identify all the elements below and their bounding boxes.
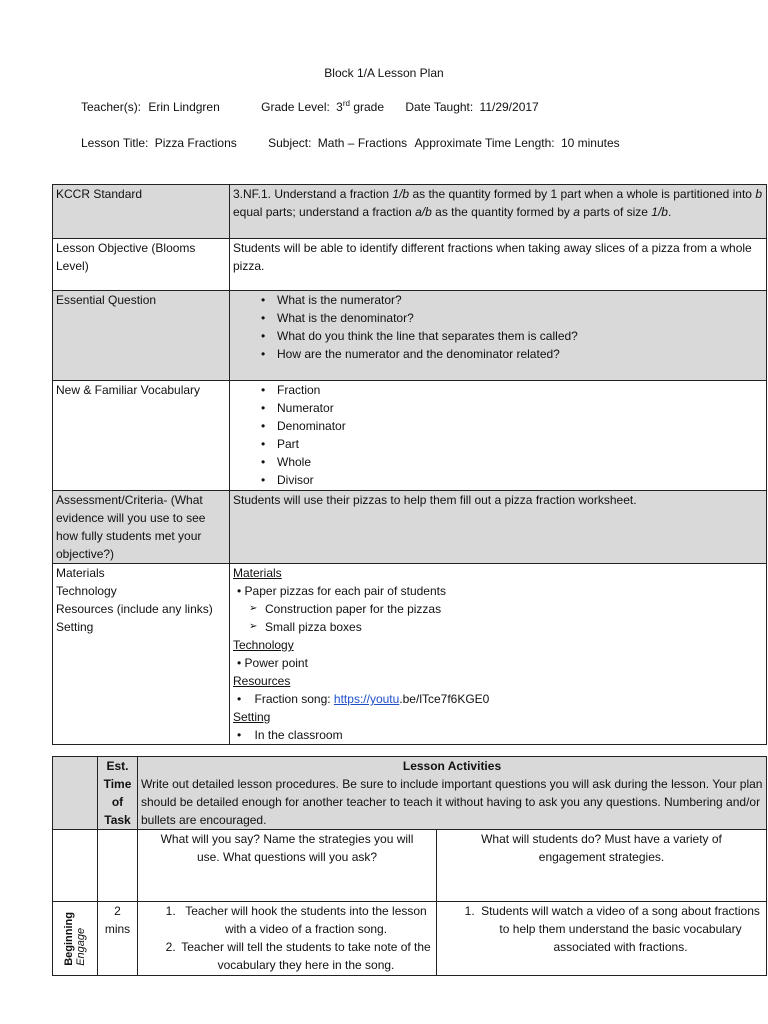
date-label: Date Taught: (405, 100, 474, 114)
document-title: Block 1/A Lesson Plan (324, 66, 444, 80)
row-essential-question (53, 291, 767, 381)
activities-title: Lesson Activities (402, 759, 502, 773)
resources-item: • Fraction song: https://youtu.be/lTce7f6KGE0 (237, 692, 490, 706)
setting-item: • In the classroom (237, 728, 343, 742)
kccr-label: KCCR Standard (53, 185, 230, 239)
teacher-name: Erin Lindgren (148, 100, 220, 114)
teacher-action: 2. Teacher will tell the students to take note of the vocabulary they here in the song. (179, 938, 433, 974)
assessment-label: Assessment/Criteria- (What evidence will you use to see how fully students met your objective?) (53, 491, 230, 564)
teacher-column-header: What will you say? Name the strategies you will use. What questions will you ask? (138, 830, 437, 902)
row-objective (53, 239, 767, 291)
fraction-song-link[interactable]: https://youtu (333, 692, 400, 706)
essential-item: • What do you think the line that separates them is called? (261, 327, 763, 345)
phase-header-cell (53, 757, 98, 830)
lesson-title-value: Pizza Fractions (154, 136, 237, 150)
activities-description (138, 757, 767, 830)
student-column-header: What will students do? Must have a variety of engagement strategies. (437, 830, 767, 902)
essential-item: • What is the denominator? (261, 309, 763, 327)
subject-value: Math – Fractions (317, 136, 408, 150)
essential-list-cell (230, 291, 767, 381)
time-label: Approximate Time Length: (414, 136, 555, 150)
subject-label: Subject: (268, 136, 312, 150)
activities-desc: Write out detailed lesson procedures. Be sure to include important questions you will ask during the lesson. Your plan should be detailed enough for another teacher to teach it without having to ask you any questions. Numbering and/or bullets are encouraged. (141, 777, 763, 827)
materials-subitem: ➢ Small pizza boxes (233, 618, 763, 636)
vocab-item: • Fraction (261, 381, 763, 399)
activities-columns-row (53, 830, 767, 902)
lesson-plan-table (52, 184, 767, 745)
resources-heading: Resources (233, 674, 291, 688)
essential-label: Essential Question (53, 291, 230, 381)
essential-item: • How are the numerator and the denominator related? (261, 345, 763, 363)
lesson-title-label: Lesson Title: (81, 136, 149, 150)
essential-item: • What is the numerator? (261, 291, 763, 309)
vocab-item: • Whole (261, 453, 763, 471)
vocab-label: New & Familiar Vocabulary (53, 381, 230, 491)
header-row-lesson (81, 136, 620, 150)
vocab-list-cell (230, 381, 767, 491)
activities-header-row (53, 757, 767, 830)
row-materials (53, 564, 767, 745)
vocab-item: • Numerator (261, 399, 763, 417)
time-value: 10 minutes (560, 136, 620, 150)
time-cell: 2 mins (98, 902, 138, 976)
materials-cell (230, 564, 767, 745)
grade-value: 3rd grade (336, 99, 385, 114)
vocab-item: • Denominator (261, 417, 763, 435)
setting-heading: Setting (233, 710, 271, 724)
objective-text: Students will be able to identify different fractions when taking away slices of a pizza from a whole pizza. (230, 239, 767, 291)
kccr-text: 3.NF.1. Understand a fraction 1/b as the quantity formed by 1 part when a whole is partitioned into b equal parts; understand a fraction a/b as the quantity formed by a parts of size 1/b. (230, 185, 767, 239)
teacher-label: Teacher(s): (81, 100, 142, 114)
teacher-action: 1. Teacher will hook the students into the lesson with a video of a fraction song. (179, 902, 433, 938)
row-assessment (53, 491, 767, 564)
vocab-item: • Part (261, 435, 763, 453)
row-vocabulary (53, 381, 767, 491)
phase-cell (53, 902, 98, 976)
student-action: 1. Students will watch a video of a song about fractions to help them understand the basic vocabulary associated with fractions. (478, 902, 763, 956)
objective-label: Lesson Objective (Blooms Level) (53, 239, 230, 291)
est-time-header: Est. Time of Task (98, 757, 138, 830)
teacher-actions-cell (138, 902, 437, 976)
materials-subitem: ➢ Construction paper for the pizzas (233, 600, 763, 618)
materials-item: • Paper pizzas for each pair of students (237, 584, 446, 598)
date-value: 11/29/2017 (479, 100, 539, 114)
grade-label: Grade Level: (261, 100, 330, 114)
materials-labels: Materials Technology Resources (include any links) Setting (53, 564, 230, 745)
header-row-teacher (81, 100, 539, 114)
technology-heading: Technology (233, 638, 294, 652)
activity-row-beginning (53, 902, 767, 976)
phase-label: Beginning Engage (63, 911, 87, 966)
assessment-text: Students will use their pizzas to help them fill out a pizza fraction worksheet. (230, 491, 767, 564)
technology-item: • Power point (237, 656, 308, 670)
vocab-item: • Divisor (261, 471, 763, 489)
student-actions-cell (437, 902, 767, 976)
row-kccr (53, 185, 767, 239)
lesson-activities-table (52, 756, 767, 976)
materials-heading: Materials (233, 566, 282, 580)
